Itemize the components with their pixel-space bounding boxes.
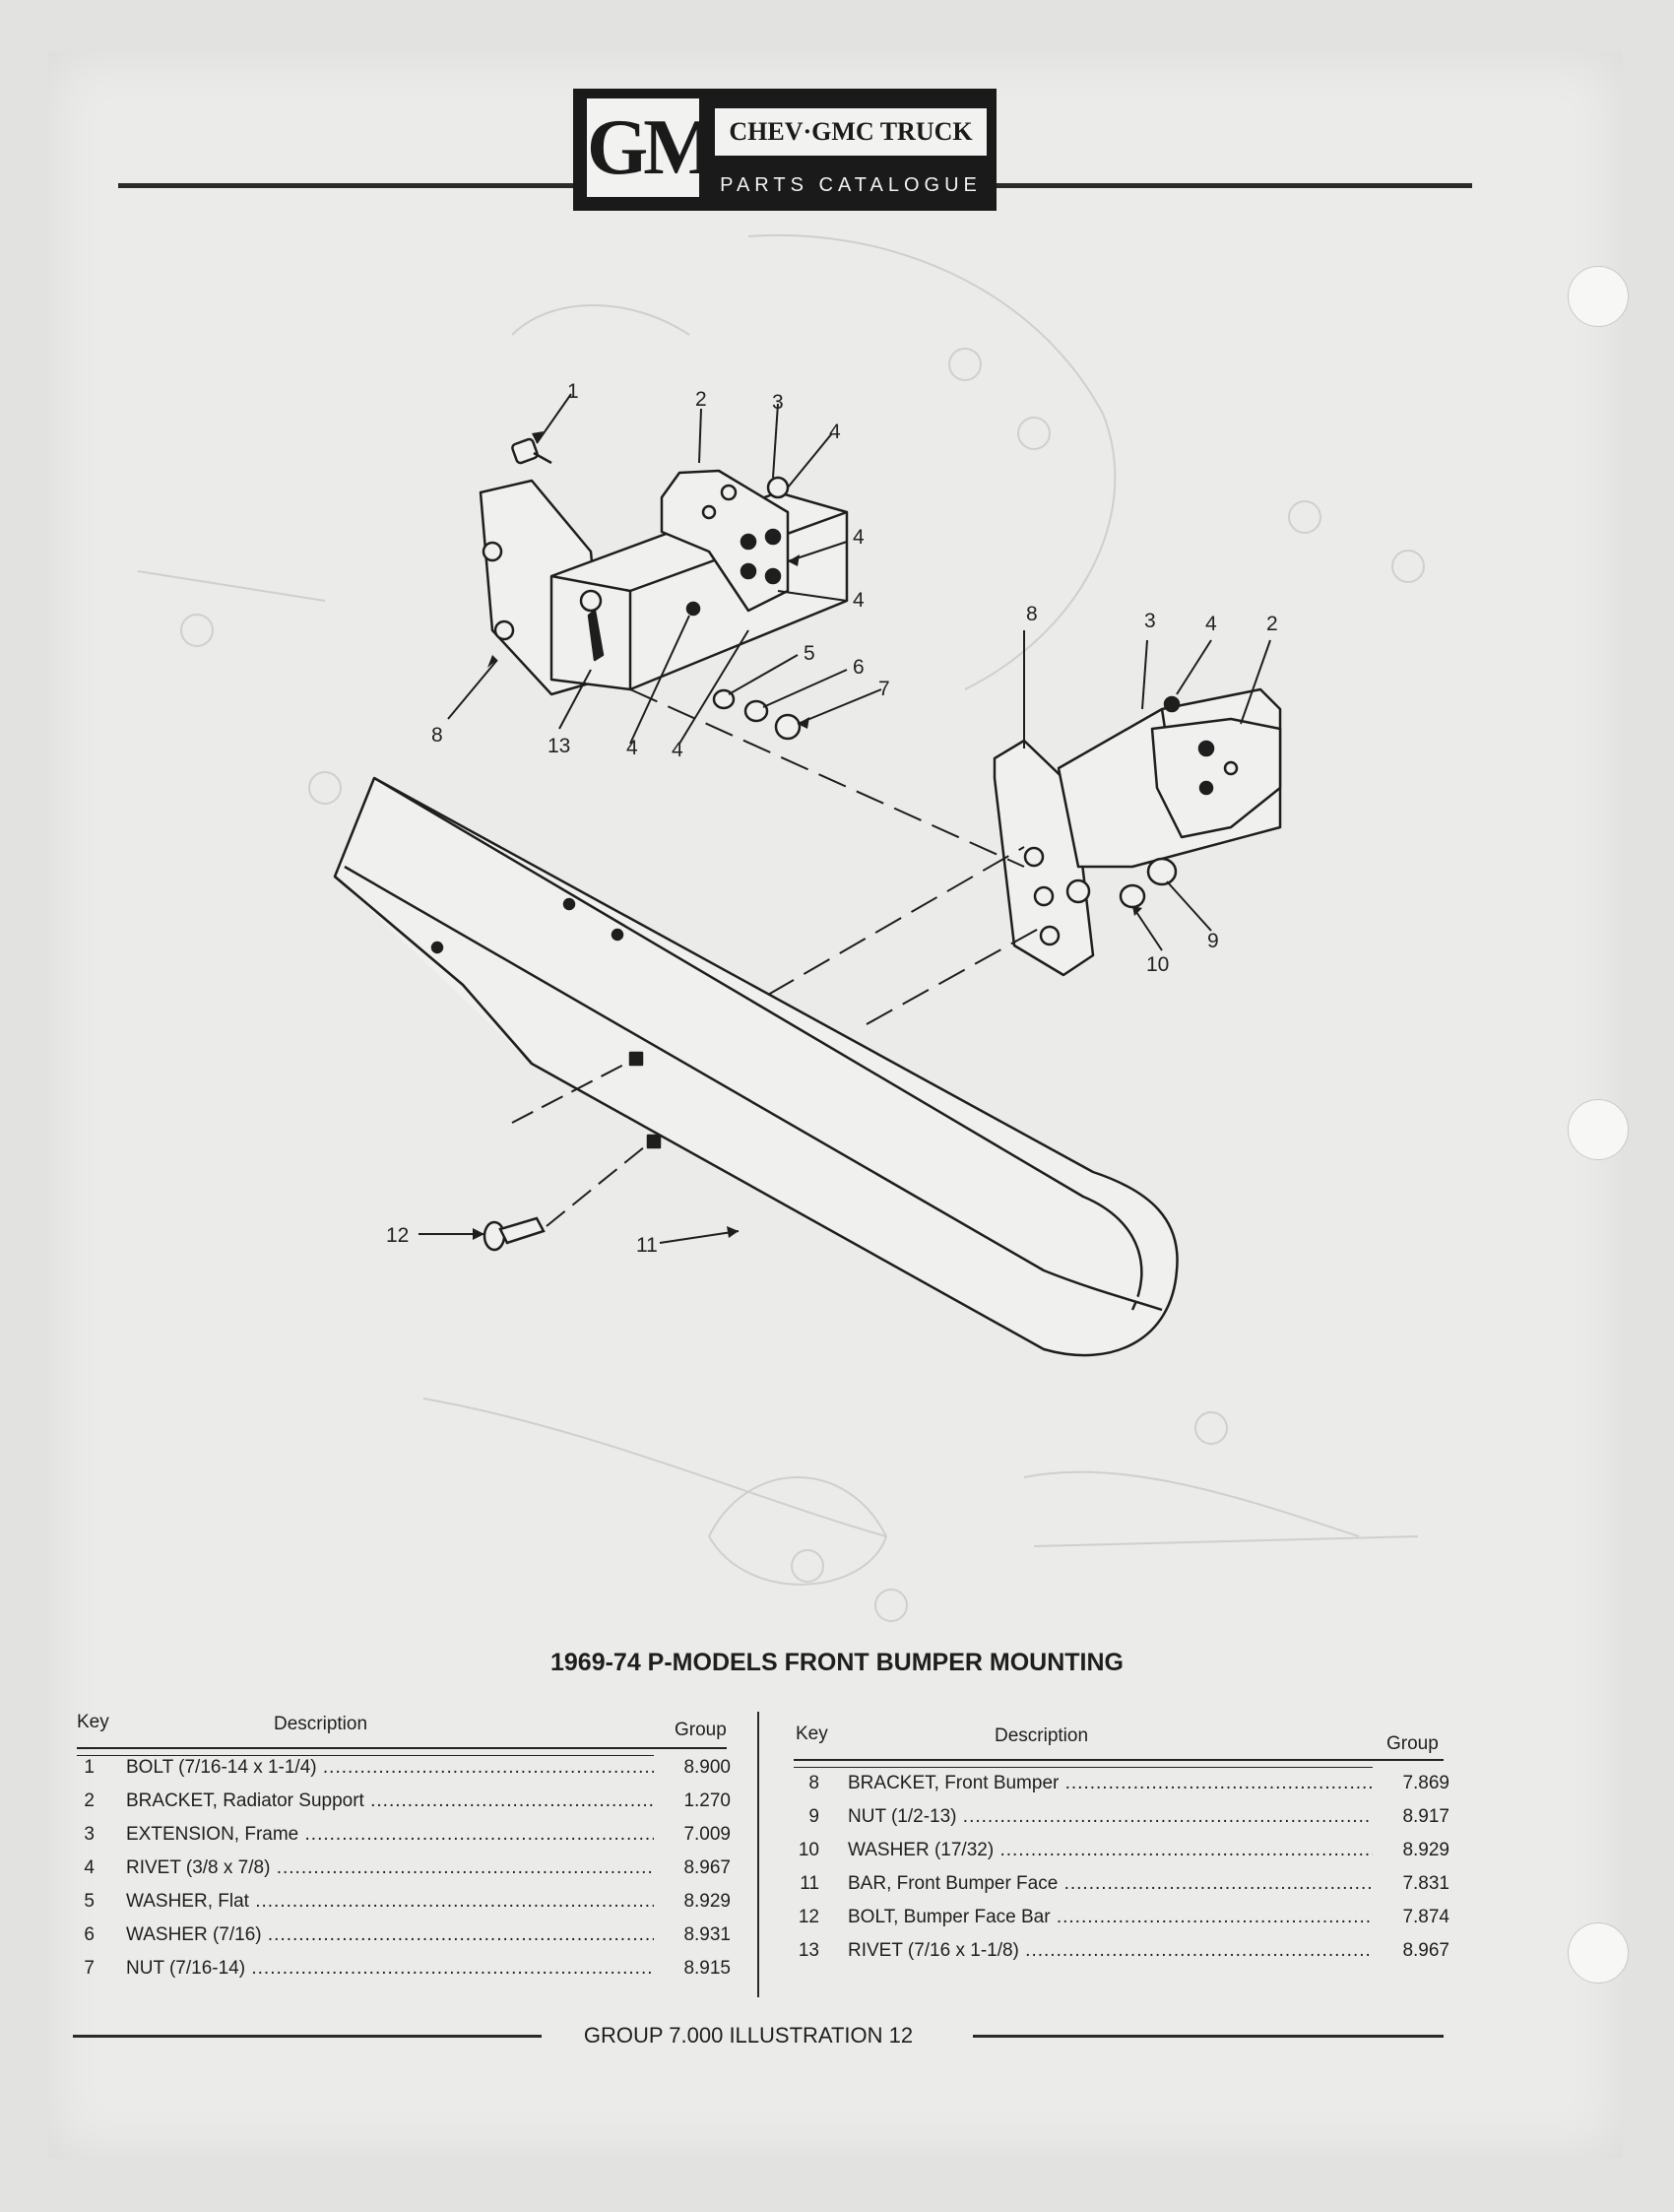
row-description: BAR, Front Bumper Face ..... (848, 1867, 1380, 1901)
callout-2-right: 2 (1266, 613, 1278, 635)
row-key: 8 (808, 1773, 819, 1793)
callout-6: 6 (853, 656, 865, 679)
right-bracket-assembly (995, 689, 1280, 975)
row-group: 8.900 (654, 1751, 731, 1785)
row-group: 8.929 (1373, 1834, 1449, 1867)
row-key: 9 (808, 1806, 819, 1827)
row-key: 12 (798, 1907, 819, 1927)
row-description: WASHER (17/32) ..... (848, 1834, 1380, 1867)
callout-9: 9 (1207, 930, 1219, 952)
row-description: BOLT (7/16-14 x 1-1/4) ..... (126, 1751, 658, 1785)
row-key: 13 (798, 1940, 819, 1961)
callout-8-left: 8 (431, 724, 443, 747)
right-header-rule (794, 1759, 1444, 1761)
header-brand: CHEV·GMC TRUCK (715, 108, 987, 156)
row-group: 7.831 (1373, 1867, 1449, 1901)
row-group: 8.915 (654, 1952, 731, 1985)
row-key: 1 (84, 1757, 95, 1778)
row-description: NUT (7/16-14) ..... (126, 1952, 658, 1985)
footer-illustration-ref: GROUP 7.000 ILLUSTRATION 12 (583, 2023, 914, 2048)
callout-4f: 4 (672, 739, 683, 761)
row-group: 7.009 (654, 1818, 731, 1852)
callout-10: 10 (1146, 953, 1170, 976)
callout-12: 12 (386, 1224, 410, 1247)
row-group: 8.917 (1373, 1800, 1449, 1834)
row-key: 5 (84, 1891, 95, 1912)
row-group: 1.270 (654, 1785, 731, 1818)
row-group: 8.929 (654, 1885, 731, 1919)
row-group: 8.931 (654, 1919, 731, 1952)
left-key-header: Key (77, 1712, 109, 1732)
row-description: WASHER (7/16) ..... (126, 1919, 658, 1952)
row-description: WASHER, Flat ..... (126, 1885, 658, 1919)
callout-5: 5 (804, 642, 815, 665)
gm-logo: GM (587, 98, 699, 197)
illustration-title: 1969-74 P-MODELS FRONT BUMPER MOUNTING (549, 1649, 1124, 1676)
callout-7: 7 (878, 678, 890, 700)
callout-4-right: 4 (1205, 613, 1217, 635)
row-description: EXTENSION, Frame ..... (126, 1818, 658, 1852)
callout-4e: 4 (626, 737, 638, 759)
row-group: 8.967 (654, 1852, 731, 1885)
row-description: BOLT, Bumper Face Bar ..... (848, 1901, 1380, 1934)
row-description: RIVET (7/16 x 1-1/8) ..... (848, 1934, 1380, 1968)
callout-8-right: 8 (1026, 603, 1038, 625)
row-description: RIVET (3/8 x 7/8) ..... (126, 1852, 658, 1885)
callout-4c: 4 (853, 589, 865, 612)
bumper-bolt (484, 1218, 544, 1250)
callout-4a: 4 (829, 421, 841, 443)
row-key: 4 (84, 1857, 95, 1878)
footer-rule-right (973, 2035, 1444, 2038)
callout-4b: 4 (853, 526, 865, 549)
row-key: 6 (84, 1924, 95, 1945)
footer-rule-left (73, 2035, 542, 2038)
callout-2: 2 (695, 388, 707, 411)
table-row (0, 1934, 1448, 1968)
row-key: 3 (84, 1824, 95, 1845)
left-group-header: Group (675, 1720, 727, 1740)
right-description-header: Description (995, 1725, 1089, 1746)
callout-1: 1 (567, 380, 579, 403)
callout-3: 3 (772, 391, 784, 414)
row-key: 10 (798, 1840, 819, 1860)
row-key: 2 (84, 1790, 95, 1811)
row-description: BRACKET, Front Bumper ..... (848, 1767, 1380, 1800)
row-group: 7.874 (1373, 1901, 1449, 1934)
row-key: 7 (84, 1958, 95, 1979)
callout-3-right: 3 (1144, 610, 1156, 632)
callout-13: 13 (547, 735, 571, 757)
right-group-header: Group (1386, 1733, 1439, 1754)
right-key-header: Key (796, 1724, 828, 1744)
table-row (0, 1901, 1448, 1934)
table-row (0, 1767, 1448, 1800)
table-row (0, 1800, 1448, 1834)
callout-11: 11 (636, 1234, 658, 1257)
left-header-rule (77, 1747, 727, 1749)
left-description-header: Description (274, 1714, 368, 1734)
row-description: BRACKET, Radiator Support ..... (126, 1785, 658, 1818)
table-row (0, 1867, 1448, 1901)
row-group: 7.869 (1373, 1767, 1449, 1800)
row-key: 11 (800, 1873, 819, 1894)
ghost-bleed-through (138, 235, 1424, 1621)
row-group: 8.967 (1373, 1934, 1449, 1968)
row-description: NUT (1/2-13) ..... (848, 1800, 1380, 1834)
header-subtitle: PARTS CATALOGUE (720, 174, 982, 196)
table-row (0, 1834, 1448, 1867)
